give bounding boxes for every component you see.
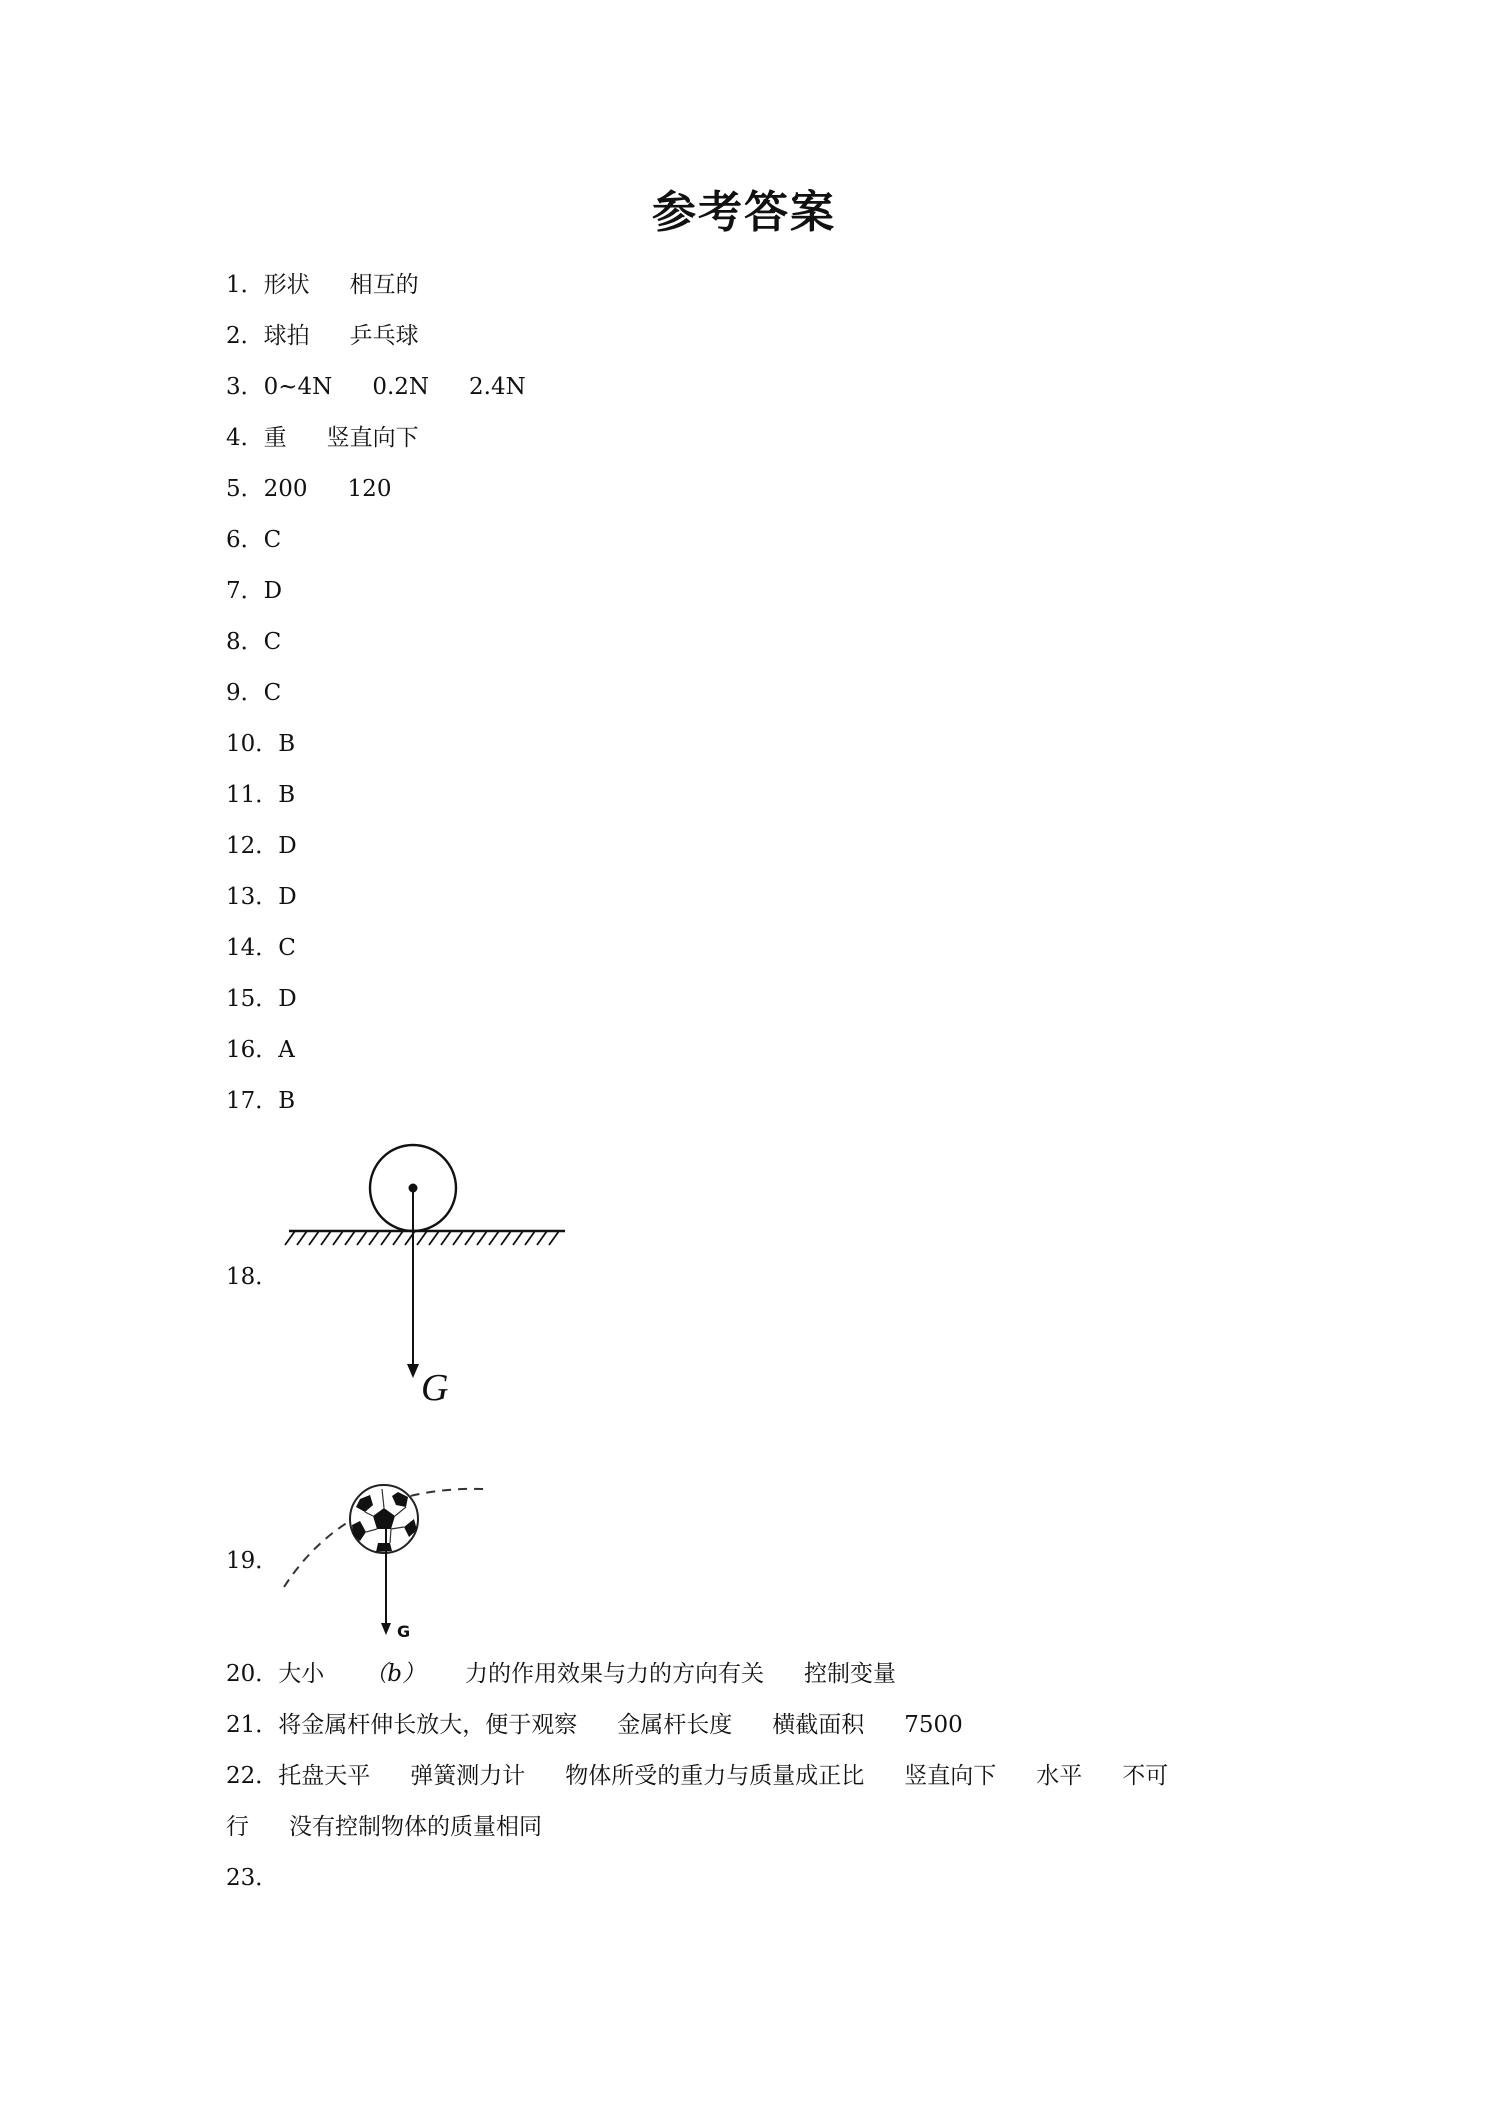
answer-number: 23．	[226, 1865, 279, 1891]
answer-part: 不可	[1122, 1763, 1169, 1789]
answer-part: 相互的	[349, 272, 419, 298]
answer-number: 21．	[226, 1712, 279, 1738]
answer-part: 没有控制物体的质量相同	[289, 1814, 542, 1840]
answer-number: 2．	[226, 323, 264, 349]
answer-part: 物体所受的重力与质量成正比	[565, 1763, 865, 1789]
answer-number: 8．	[226, 629, 264, 655]
answer-number: 16．	[226, 1037, 279, 1063]
answer-row	[226, 678, 281, 708]
answer-row	[226, 933, 296, 963]
answer-number: 12．	[226, 833, 279, 859]
gravity-arrow-head	[381, 1623, 391, 1635]
answer-row	[226, 729, 295, 759]
answer-number: 9．	[226, 680, 264, 706]
ground-hatching	[285, 1231, 559, 1245]
answer-part: 重	[263, 425, 287, 451]
answer-part: 0.2N	[372, 374, 430, 400]
answer-part: D	[278, 884, 297, 910]
answer-part: 横截面积	[772, 1712, 865, 1738]
answer-part: 0~4N	[263, 374, 333, 400]
answer-part: 金属杆长度	[617, 1712, 733, 1738]
answer-part: 弹簧测力计	[410, 1763, 526, 1789]
answer-number: 19．	[226, 1548, 279, 1574]
answer-part: 力的作用效果与力的方向有关	[465, 1661, 765, 1687]
answer-23	[226, 1863, 278, 1893]
answer-part: B	[278, 1088, 296, 1114]
answer-part: 大小	[278, 1661, 325, 1687]
answer-number: 17．	[226, 1088, 279, 1114]
answer-number: 11．	[226, 782, 279, 808]
answer-21	[226, 1710, 963, 1740]
answer-part: B	[278, 782, 296, 808]
answer-part: 水平	[1036, 1763, 1083, 1789]
answer-part: B	[278, 731, 296, 757]
q19-diagram	[280, 1475, 500, 1650]
answer-row	[226, 984, 297, 1014]
answer-part: D	[263, 578, 283, 604]
answer-part: 将金属杆伸长放大，便于观察	[278, 1712, 578, 1738]
answer-22	[226, 1761, 1168, 1791]
answer-row	[226, 372, 526, 402]
page-title: 参考答案	[652, 187, 836, 238]
gravity-arrow-head	[407, 1364, 419, 1378]
answer-number: 14．	[226, 935, 279, 961]
answer-number: 22．	[226, 1763, 279, 1789]
answer-part: C	[263, 629, 282, 655]
answer-row	[226, 474, 391, 504]
answer-part: 球拍	[263, 323, 310, 349]
answer-part: 控制变量	[804, 1661, 897, 1687]
answer-number: 1．	[226, 272, 264, 298]
soccer-ball	[350, 1485, 418, 1553]
answer-number: 18．	[226, 1264, 279, 1290]
answer-row	[226, 576, 282, 606]
answer-number: 10．	[226, 731, 279, 757]
answer-row	[226, 831, 297, 861]
answer-number: 5．	[226, 476, 264, 502]
answer-row	[226, 270, 419, 300]
answer-number: 7．	[226, 578, 264, 604]
answer-row	[226, 1086, 295, 1116]
answer-part: D	[278, 833, 297, 859]
answer-part: 200	[263, 476, 308, 502]
answer-row	[226, 423, 419, 453]
answer-row	[226, 525, 281, 555]
gravity-label: G	[421, 1367, 449, 1409]
answer-number: 3．	[226, 374, 264, 400]
answer-row	[226, 780, 295, 810]
answer-row	[226, 321, 419, 351]
answer-part: 乒乓球	[349, 323, 419, 349]
answer-22-continuation	[226, 1812, 542, 1842]
answer-number: 4．	[226, 425, 264, 451]
answer-part: 托盘天平	[278, 1763, 371, 1789]
answer-part: C	[263, 527, 282, 553]
answer-part: 2.4N	[469, 374, 526, 400]
answer-number: 13．	[226, 884, 279, 910]
answer-part: 120	[347, 476, 392, 502]
answer-number: 6．	[226, 527, 264, 553]
answer-part: 形状	[263, 272, 310, 298]
answer-18	[226, 1262, 278, 1292]
answer-row	[226, 882, 297, 912]
answer-row	[226, 1035, 295, 1065]
answer-20	[226, 1659, 896, 1689]
answer-part: 竖直向下	[904, 1763, 997, 1789]
answer-part: （b）	[364, 1661, 426, 1687]
answer-part: A	[278, 1037, 295, 1063]
answer-part: 7500	[904, 1712, 963, 1738]
answer-part: 竖直向下	[326, 425, 419, 451]
answer-part: C	[278, 935, 296, 961]
answer-19	[226, 1546, 278, 1576]
answer-part: D	[278, 986, 297, 1012]
q18-diagram	[285, 1138, 585, 1408]
answer-number: 20．	[226, 1661, 279, 1687]
answer-part: C	[263, 680, 282, 706]
answer-number: 15．	[226, 986, 279, 1012]
answer-part: 行	[226, 1814, 249, 1840]
gravity-label: G	[397, 1622, 411, 1641]
answer-row	[226, 627, 281, 657]
